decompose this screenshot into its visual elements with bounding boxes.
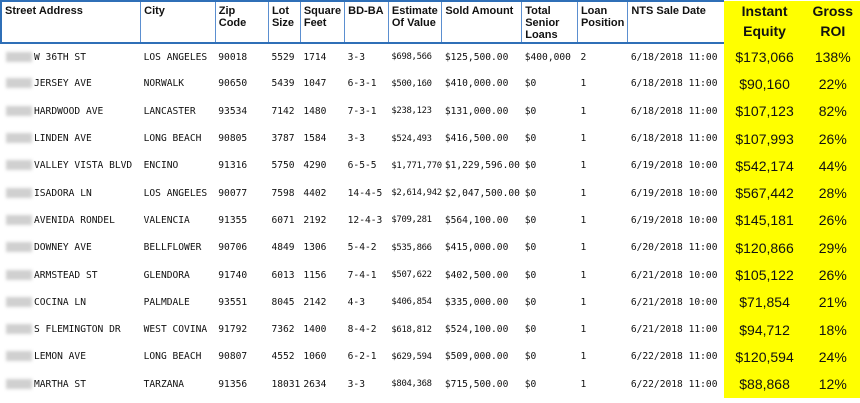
instant-equity-cell: $94,712 (724, 316, 806, 343)
redacted-house-number (6, 379, 32, 389)
sold-amount-cell: $2,047,500.00 (444, 187, 520, 199)
gross-roi-cell: 18% (806, 316, 860, 343)
redacted-house-number (6, 133, 32, 143)
zip-cell: 91356 (218, 378, 248, 390)
zip-cell: 90077 (218, 187, 248, 199)
estimate-cell: $618,812 (391, 324, 432, 335)
city-cell: LOS ANGELES (143, 51, 208, 63)
zip-cell: 93534 (218, 105, 248, 117)
header-estimate: Estimate Of Value (388, 1, 441, 43)
zip-cell: 90807 (218, 351, 248, 363)
bd-ba-cell: 3-3 (347, 133, 365, 145)
table-row (1, 289, 860, 316)
square-feet-cell: 1480 (303, 105, 327, 117)
bd-ba-cell: 6-3-1 (347, 78, 377, 90)
nts-date-cell: 6/21/2018 10:00 (630, 296, 718, 308)
city-cell: LONG BEACH (143, 133, 202, 145)
header-senior-loans: Total Senior Loans (522, 1, 578, 43)
table-body (1, 43, 860, 398)
lot-size-cell: 4552 (271, 351, 295, 363)
nts-date-cell: 6/21/2018 10:00 (630, 269, 718, 281)
header-bd-ba: BD-BA (345, 1, 389, 43)
redacted-house-number (6, 351, 32, 361)
nts-date-cell: 6/19/2018 10:00 (630, 187, 718, 199)
zip-cell: 90650 (218, 78, 248, 90)
redacted-house-number (6, 78, 32, 88)
redacted-house-number (6, 106, 32, 116)
loan-position-cell: 1 (580, 78, 587, 90)
city-cell: ENCINO (143, 160, 179, 172)
city-cell: GLENDORA (143, 269, 190, 281)
estimate-cell: $500,160 (391, 78, 432, 89)
bd-ba-cell: 7-4-1 (347, 269, 377, 281)
loan-position-cell: 2 (580, 51, 587, 63)
gross-roi-cell: 29% (806, 234, 860, 261)
nts-date-cell: 6/18/2018 11:00 (630, 51, 718, 63)
sold-amount-cell: $335,000.00 (444, 296, 509, 308)
street-name: VALLEY VISTA BLVD (34, 160, 133, 172)
nts-date-cell: 6/21/2018 11:00 (630, 324, 718, 336)
gross-roi-cell: 26% (806, 125, 860, 152)
sold-amount-cell: $415,000.00 (444, 242, 509, 254)
sold-amount-cell: $524,100.00 (444, 324, 509, 336)
city-cell: LANCASTER (143, 105, 196, 117)
bd-ba-cell: 3-3 (347, 51, 365, 63)
lot-size-cell: 5439 (271, 78, 295, 90)
loan-position-cell: 1 (580, 378, 587, 390)
square-feet-cell: 4402 (303, 187, 327, 199)
table-row (1, 70, 860, 97)
header-street: Street Address (1, 1, 141, 43)
instant-equity-cell: $120,866 (724, 234, 806, 261)
gross-roi-cell: 12% (806, 371, 860, 398)
instant-equity-cell: $88,868 (724, 371, 806, 398)
senior-loans-cell: $0 (524, 378, 537, 390)
street-cell (1, 343, 141, 370)
senior-loans-cell: $0 (524, 187, 537, 199)
senior-loans-cell: $400,000 (524, 51, 571, 63)
gross-roi-cell: 82% (806, 98, 860, 125)
city-cell: PALMDALE (143, 296, 190, 308)
nts-date-cell: 6/18/2018 11:00 (630, 78, 718, 90)
square-feet-cell: 1060 (303, 351, 327, 363)
bd-ba-cell: 12-4-3 (347, 214, 383, 226)
square-feet-cell: 1714 (303, 51, 327, 63)
estimate-cell: $524,493 (391, 133, 432, 144)
street-name: LEMON AVE (34, 351, 86, 363)
loan-position-cell: 1 (580, 133, 587, 145)
street-name: LINDEN AVE (34, 133, 92, 145)
senior-loans-cell: $0 (524, 324, 537, 336)
estimate-cell: $804,368 (391, 379, 432, 390)
senior-loans-cell: $0 (524, 133, 537, 145)
street-cell (1, 207, 141, 234)
senior-loans-cell: $0 (524, 351, 537, 363)
lot-size-cell: 6071 (271, 214, 295, 226)
sold-amount-cell: $509,000.00 (444, 351, 509, 363)
square-feet-cell: 2634 (303, 378, 327, 390)
bd-ba-cell: 6-5-5 (347, 160, 377, 172)
nts-date-cell: 6/19/2018 10:00 (630, 160, 718, 172)
street-cell (1, 261, 141, 288)
estimate-cell: $1,771,770 (391, 160, 442, 171)
street-cell (1, 179, 141, 206)
nts-date-cell: 6/19/2018 10:00 (630, 214, 718, 226)
sold-amount-cell: $131,000.00 (444, 105, 509, 117)
sold-amount-cell: $416,500.00 (444, 133, 509, 145)
city-cell: TARZANA (143, 378, 185, 390)
street-name: W 36TH ST (34, 51, 86, 63)
street-cell (1, 316, 141, 343)
redacted-house-number (6, 297, 32, 307)
estimate-cell: $238,123 (391, 106, 432, 117)
lot-size-cell: 4849 (271, 242, 295, 254)
table-row (1, 207, 860, 234)
table-row (1, 152, 860, 179)
sold-amount-cell: $125,500.00 (444, 51, 509, 63)
street-cell (1, 70, 141, 97)
street-cell (1, 125, 141, 152)
senior-loans-cell: $0 (524, 242, 537, 254)
instant-equity-cell: $173,066 (724, 43, 806, 70)
street-cell (1, 152, 141, 179)
loan-position-cell: 1 (580, 269, 587, 281)
estimate-cell: $709,281 (391, 215, 432, 226)
city-cell: NORWALK (143, 78, 185, 90)
street-name: S FLEMINGTON DR (34, 324, 121, 336)
instant-equity-cell: $90,160 (724, 70, 806, 97)
loan-position-cell: 1 (580, 214, 587, 226)
senior-loans-cell: $0 (524, 105, 537, 117)
senior-loans-cell: $0 (524, 269, 537, 281)
senior-loans-cell: $0 (524, 78, 537, 90)
nts-date-cell: 6/22/2018 11:00 (630, 351, 718, 363)
lot-size-cell: 7142 (271, 105, 295, 117)
bd-ba-cell: 4-3 (347, 296, 365, 308)
instant-equity-cell: $120,594 (724, 343, 806, 370)
table-row (1, 43, 860, 70)
lot-size-cell: 3787 (271, 133, 295, 145)
nts-date-cell: 6/18/2018 11:00 (630, 133, 718, 145)
redacted-house-number (6, 52, 32, 62)
street-cell (1, 43, 141, 70)
sold-amount-cell: $564,100.00 (444, 214, 509, 226)
redacted-house-number (6, 324, 32, 334)
loan-position-cell: 1 (580, 105, 587, 117)
sold-amount-cell: $715,500.00 (444, 378, 509, 390)
square-feet-cell: 2192 (303, 214, 327, 226)
table-row (1, 234, 860, 261)
street-name: HARDWOOD AVE (34, 105, 104, 117)
estimate-cell: $535,866 (391, 242, 432, 253)
header-nts-date: NTS Sale Date (628, 1, 724, 43)
street-name: JERSEY AVE (34, 78, 92, 90)
zip-cell: 91355 (218, 214, 248, 226)
nts-date-cell: 6/22/2018 11:00 (630, 378, 718, 390)
senior-loans-cell: $0 (524, 160, 537, 172)
gross-roi-cell: 44% (806, 152, 860, 179)
bd-ba-cell: 6-2-1 (347, 351, 377, 363)
bd-ba-cell: 8-4-2 (347, 324, 377, 336)
square-feet-cell: 1306 (303, 242, 327, 254)
square-feet-cell: 1047 (303, 78, 327, 90)
zip-cell: 91792 (218, 324, 248, 336)
lot-size-cell: 8045 (271, 296, 295, 308)
instant-equity-cell: $71,854 (724, 289, 806, 316)
header-zip: Zip Code (215, 1, 268, 43)
zip-cell: 90706 (218, 242, 248, 254)
estimate-cell: $698,566 (391, 52, 432, 63)
header-sold-amount: Sold Amount (442, 1, 522, 43)
city-cell: VALENCIA (143, 214, 190, 226)
lot-size-cell: 18031 (271, 378, 301, 390)
zip-cell: 90018 (218, 51, 248, 63)
redacted-house-number (6, 160, 32, 170)
nts-date-cell: 6/18/2018 11:00 (630, 105, 718, 117)
header-loan-position: Loan Position (577, 1, 627, 43)
zip-cell: 90805 (218, 133, 248, 145)
street-cell (1, 98, 141, 125)
header-instant-equity: Instant Equity (724, 1, 806, 43)
estimate-cell: $2,614,942 (391, 188, 442, 199)
table-row (1, 316, 860, 343)
table-row (1, 125, 860, 152)
zip-cell: 93551 (218, 296, 248, 308)
square-feet-cell: 2142 (303, 296, 327, 308)
redacted-house-number (6, 270, 32, 280)
street-name: MARTHA ST (34, 378, 86, 390)
redacted-house-number (6, 188, 32, 198)
square-feet-cell: 1156 (303, 269, 327, 281)
instant-equity-cell: $107,993 (724, 125, 806, 152)
gross-roi-cell: 138% (806, 43, 860, 70)
city-cell: LOS ANGELES (143, 187, 208, 199)
zip-cell: 91740 (218, 269, 248, 281)
loan-position-cell: 1 (580, 187, 587, 199)
bd-ba-cell: 3-3 (347, 378, 365, 390)
sold-amount-cell: $410,000.00 (444, 78, 509, 90)
street-name: AVENIDA RONDEL (34, 214, 115, 226)
city-cell: BELLFLOWER (143, 242, 202, 254)
lot-size-cell: 5750 (271, 160, 295, 172)
loan-position-cell: 1 (580, 324, 587, 336)
table-row (1, 343, 860, 370)
gross-roi-cell: 28% (806, 179, 860, 206)
instant-equity-cell: $567,442 (724, 179, 806, 206)
city-cell: LONG BEACH (143, 351, 202, 363)
lot-size-cell: 7362 (271, 324, 295, 336)
loan-position-cell: 1 (580, 296, 587, 308)
header-city: City (141, 1, 216, 43)
bd-ba-cell: 5-4-2 (347, 242, 377, 254)
gross-roi-cell: 21% (806, 289, 860, 316)
header-lot-size: Lot Size (268, 1, 300, 43)
sold-amount-cell: $402,500.00 (444, 269, 509, 281)
instant-equity-cell: $542,174 (724, 152, 806, 179)
street-cell (1, 234, 141, 261)
table-row (1, 261, 860, 288)
city-cell: WEST COVINA (143, 324, 208, 336)
street-name: DOWNEY AVE (34, 242, 92, 254)
gross-roi-cell: 26% (806, 261, 860, 288)
street-cell (1, 371, 141, 398)
instant-equity-cell: $107,123 (724, 98, 806, 125)
redacted-house-number (6, 242, 32, 252)
loan-position-cell: 1 (580, 160, 587, 172)
street-name: COCINA LN (34, 296, 86, 308)
table-row (1, 98, 860, 125)
lot-size-cell: 5529 (271, 51, 295, 63)
estimate-cell: $406,854 (391, 297, 432, 308)
header-row (1, 1, 860, 43)
square-feet-cell: 1400 (303, 324, 327, 336)
instant-equity-cell: $145,181 (724, 207, 806, 234)
header-gross-roi: Gross ROI (806, 1, 860, 43)
gross-roi-cell: 22% (806, 70, 860, 97)
square-feet-cell: 1584 (303, 133, 327, 145)
header-square-feet: Square Feet (300, 1, 344, 43)
senior-loans-cell: $0 (524, 296, 537, 308)
sold-amount-cell: $1,229,596.00 (444, 160, 520, 172)
bd-ba-cell: 7-3-1 (347, 105, 377, 117)
gross-roi-cell: 24% (806, 343, 860, 370)
loan-position-cell: 1 (580, 351, 587, 363)
street-name: ISADORA LN (34, 187, 92, 199)
table-row (1, 371, 860, 398)
bd-ba-cell: 14-4-5 (347, 187, 383, 199)
lot-size-cell: 7598 (271, 187, 295, 199)
square-feet-cell: 4290 (303, 160, 327, 172)
instant-equity-cell: $105,122 (724, 261, 806, 288)
redacted-house-number (6, 215, 32, 225)
nts-date-cell: 6/20/2018 11:00 (630, 242, 718, 254)
gross-roi-cell: 26% (806, 207, 860, 234)
estimate-cell: $629,594 (391, 351, 432, 362)
street-name: ARMSTEAD ST (34, 269, 98, 281)
estimate-cell: $507,622 (391, 270, 432, 281)
table-row (1, 179, 860, 206)
loan-position-cell: 1 (580, 242, 587, 254)
senior-loans-cell: $0 (524, 214, 537, 226)
street-cell (1, 289, 141, 316)
lot-size-cell: 6013 (271, 269, 295, 281)
zip-cell: 91316 (218, 160, 248, 172)
